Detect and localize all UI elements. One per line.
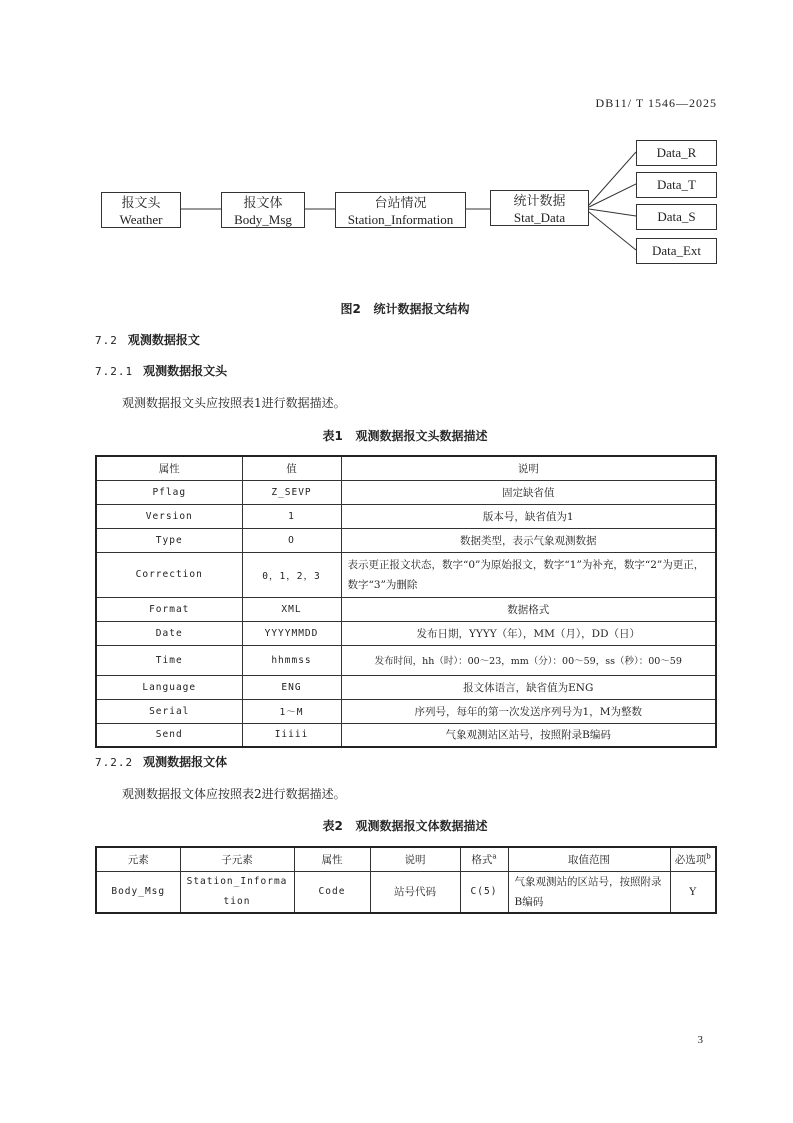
cell-element: Body_Msg: [96, 871, 180, 913]
cell-value: 1～M: [242, 699, 341, 723]
cell-desc: 数据类型，表示气象观测数据: [341, 528, 716, 552]
table2-caption: [0, 817, 793, 834]
table-row: [96, 528, 716, 552]
connector-line: [589, 209, 636, 216]
table-row: [96, 621, 716, 645]
header-cell: [670, 847, 716, 871]
node-stat-data: [490, 190, 589, 226]
cell-desc: 气象观测站区站号，按照附录B编码: [341, 723, 716, 747]
branch-label: Data_Ext: [651, 243, 702, 258]
node-weather: [101, 192, 181, 228]
cell-attr: Correction: [96, 552, 242, 597]
header-cell: [460, 847, 508, 871]
cell-subelement: Station_Information: [180, 871, 294, 913]
footnote-marker: b: [706, 852, 711, 861]
table-row: [96, 675, 716, 699]
paragraph: 观测数据报文体应按照表2进行数据描述。: [122, 787, 346, 801]
node-label-en: Body_Msg: [234, 212, 292, 227]
cell-value: O: [242, 528, 341, 552]
header-cell: 属性: [294, 847, 370, 871]
paragraph: 观测数据报文头应按照表1进行数据描述。: [122, 396, 346, 410]
table2: [95, 846, 717, 914]
table-number: 表1: [322, 429, 343, 443]
cell-attr: Language: [96, 675, 242, 699]
cell-attr: Code: [294, 871, 370, 913]
cell-attr: Serial: [96, 699, 242, 723]
section-number: 7.2: [95, 334, 118, 347]
table-row: [96, 699, 716, 723]
header-cell: 说明: [370, 847, 460, 871]
branch-label: Data_T: [657, 177, 696, 192]
cell-attr: Date: [96, 621, 242, 645]
section-number: 7.2.1: [95, 365, 134, 378]
figure-number: 图2: [340, 302, 361, 316]
branch-data-t: [636, 172, 717, 198]
cell-value: hhmmss: [242, 645, 341, 675]
table-row: [96, 504, 716, 528]
cell-desc: 表示更正报文状态，数字“0”为原始报文，数字“1”为补充，数字“2”为更正，数字“3”为删除: [341, 552, 716, 597]
section-heading-7-2: [95, 331, 200, 348]
cell-value: Z_SEVP: [242, 480, 341, 504]
table-row: [96, 480, 716, 504]
header-cell: 值: [242, 456, 341, 480]
cell-attr: Format: [96, 597, 242, 621]
section-title: 观测数据报文体: [143, 755, 228, 769]
cell-range: 气象观测站的区站号，按照附录B编码: [508, 871, 670, 913]
table-row: [96, 723, 716, 747]
node-label-cn: 报文体: [243, 195, 283, 210]
cell-attr: Type: [96, 528, 242, 552]
table-title: 观测数据报文体数据描述: [355, 819, 488, 833]
header-label: 必选项: [674, 853, 707, 866]
table-number: 表2: [322, 819, 343, 833]
table-row: [96, 645, 716, 675]
cell-desc: 固定缺省值: [341, 480, 716, 504]
cell-value: Iiiii: [242, 723, 341, 747]
cell-desc: 报文体语言，缺省值为ENG: [341, 675, 716, 699]
node-label-cn: 报文头: [121, 195, 161, 210]
table-header-row: [96, 847, 716, 871]
cell-value: 1: [242, 504, 341, 528]
node-label-en: Station_Information: [347, 212, 454, 227]
cell-attr: Time: [96, 645, 242, 675]
cell-attr: Pflag: [96, 480, 242, 504]
branch-label: Data_S: [657, 209, 696, 224]
section-title: 观测数据报文头: [143, 364, 228, 378]
table-row: [96, 871, 716, 913]
branch-data-r: [636, 140, 717, 166]
node-station-information: [335, 192, 466, 228]
section-number: 7.2.2: [95, 756, 134, 769]
cell-value: 0，1，2，3: [242, 552, 341, 597]
connector-line: [589, 184, 636, 207]
header-cell: 取值范围: [508, 847, 670, 871]
section-title: 观测数据报文: [127, 333, 200, 347]
node-label-cn: 台站情况: [374, 195, 427, 210]
footnote-marker: a: [492, 852, 497, 861]
section-heading-7-2-1: [95, 362, 227, 379]
cell-desc: 发布时间，hh（时）：00～23，mm（分）：00～59，ss（秒）：00～59: [341, 645, 716, 675]
connector-line: [589, 212, 636, 250]
cell-desc: 版本号，缺省值为1: [341, 504, 716, 528]
branch-data-s: [636, 204, 717, 230]
cell-value: YYYYMMDD: [242, 621, 341, 645]
header-cell: 子元素: [180, 847, 294, 871]
connector-line: [589, 152, 636, 205]
table-title: 观测数据报文头数据描述: [355, 429, 488, 443]
section-heading-7-2-2: [95, 753, 227, 770]
figure-caption: [0, 300, 793, 317]
table-header-row: [96, 456, 716, 480]
cell-attr: Version: [96, 504, 242, 528]
header-cell: 说明: [341, 456, 716, 480]
branch-data-ext: [636, 238, 717, 264]
node-body-msg: [221, 192, 305, 228]
standard-code: DB11/ T 1546—2025: [595, 96, 717, 110]
cell-desc: 序列号，每年的第一次发送序列号为1，M为整数: [341, 699, 716, 723]
figure-title: 统计数据报文结构: [373, 302, 470, 316]
cell-value: XML: [242, 597, 341, 621]
table-row: [96, 597, 716, 621]
header-label: 格式: [471, 853, 493, 866]
page-number: 3: [697, 1034, 703, 1046]
cell-format: C(5): [460, 871, 508, 913]
cell-value: ENG: [242, 675, 341, 699]
branch-label: Data_R: [656, 145, 697, 160]
cell-attr: Send: [96, 723, 242, 747]
header-cell: 元素: [96, 847, 180, 871]
node-label-cn: 统计数据: [513, 193, 566, 208]
header-cell: 属性: [96, 456, 242, 480]
cell-desc: 数据格式: [341, 597, 716, 621]
table1-caption: [0, 427, 793, 444]
cell-desc: 发布日期，YYYY（年），MM（月），DD（日）: [341, 621, 716, 645]
table-row: [96, 552, 716, 597]
cell-desc: 站号代码: [370, 871, 460, 913]
node-label-en: Stat_Data: [513, 210, 566, 225]
cell-required: Y: [670, 871, 716, 913]
table1: [95, 455, 717, 748]
node-label-en: Weather: [119, 212, 163, 227]
